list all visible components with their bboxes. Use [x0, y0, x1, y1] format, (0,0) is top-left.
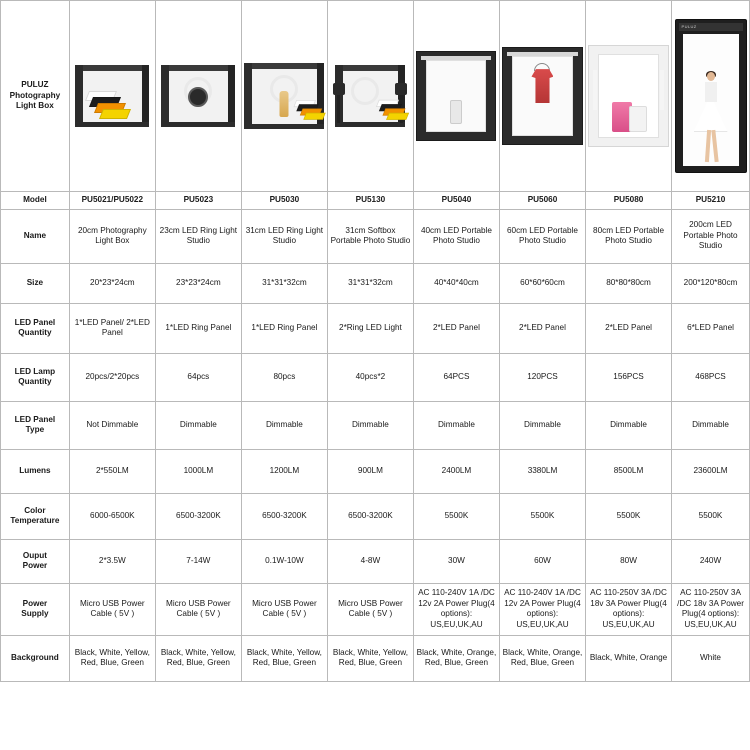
- cell-outputpower-0: 2*3.5W: [69, 539, 155, 583]
- row-label-led-panel-quantity-l1: LED Panel: [14, 317, 56, 327]
- cell-powersupply-7: AC 110-250V 3A /DC 18v 3A Power Plug(4 options): US,EU,UK,AU: [672, 583, 750, 635]
- cell-background-1: Black, White, Yellow, Red, Blue, Green: [155, 635, 241, 681]
- cell-background-0: Black, White, Yellow, Red, Blue, Green: [69, 635, 155, 681]
- product-image-pu5021: [69, 1, 155, 192]
- cell-ledpaneltype-7: Dimmable: [672, 401, 750, 449]
- cell-outputpower-6: 80W: [586, 539, 672, 583]
- cell-ledpanelqty-3: 2*Ring LED Light: [327, 303, 413, 353]
- row-label-power-supply-l1: Power: [22, 598, 48, 608]
- cell-powersupply-3: Micro USB Power Cable ( 5V ): [327, 583, 413, 635]
- cell-ledpaneltype-6: Dimmable: [586, 401, 672, 449]
- row-lumens: [1, 449, 750, 493]
- cell-outputpower-4: 30W: [413, 539, 499, 583]
- row-label-color-temperature-l1: Color: [24, 505, 46, 515]
- row-output-power: [1, 539, 750, 583]
- cell-size-1: 23*23*24cm: [155, 263, 241, 303]
- row-label-model: Model: [1, 192, 70, 210]
- cell-model-5: PU5060: [499, 192, 585, 210]
- cell-size-0: 20*23*24cm: [69, 263, 155, 303]
- cell-colortemp-4: 5500K: [413, 493, 499, 539]
- cell-ledpaneltype-2: Dimmable: [241, 401, 327, 449]
- cell-outputpower-5: 60W: [499, 539, 585, 583]
- cell-colortemp-2: 6500-3200K: [241, 493, 327, 539]
- portable-photo-studio-60-icon: [502, 47, 583, 145]
- cell-colortemp-1: 6500-3200K: [155, 493, 241, 539]
- cell-outputpower-1: 7-14W: [155, 539, 241, 583]
- cell-model-3: PU5130: [327, 192, 413, 210]
- cell-ledpanelqty-7: 6*LED Panel: [672, 303, 750, 353]
- cell-powersupply-5: AC 110-240V 1A /DC 12v 2A Power Plug(4 options): US,EU,UK,AU: [499, 583, 585, 635]
- cell-size-3: 31*31*32cm: [327, 263, 413, 303]
- row-label-size: Size: [1, 263, 70, 303]
- product-image-pu5130: [327, 1, 413, 192]
- cell-ledpanelqty-2: 1*LED Ring Panel: [241, 303, 327, 353]
- brand-line-2: Photography: [9, 90, 61, 100]
- cell-model-0: PU5021/PU5022: [69, 192, 155, 210]
- row-background: [1, 635, 750, 681]
- cell-ledlampqty-1: 64pcs: [155, 353, 241, 401]
- cell-name-2: 31cm LED Ring Light Studio: [241, 209, 327, 263]
- row-size: [1, 263, 750, 303]
- cell-name-3: 31cm Softbox Portable Photo Studio: [327, 209, 413, 263]
- cell-size-2: 31*31*32cm: [241, 263, 327, 303]
- cell-background-7: White: [672, 635, 750, 681]
- brand-line-1: PULUZ: [21, 80, 49, 90]
- row-label-led-panel-type-l2: Type: [25, 425, 45, 434]
- cell-name-0: 20cm Photography Light Box: [69, 209, 155, 263]
- ring-light-studio-icon: [161, 65, 235, 127]
- cell-name-5: 60cm LED Portable Photo Studio: [499, 209, 585, 263]
- cell-ledlampqty-5: 120PCS: [499, 353, 585, 401]
- row-label-output-power: [1, 539, 70, 583]
- product-image-pu5040: [413, 1, 499, 192]
- portable-photo-studio-200-icon: PULUZ: [675, 19, 747, 173]
- cell-model-1: PU5023: [155, 192, 241, 210]
- row-model: [1, 192, 750, 210]
- cell-ledlampqty-0: 20pcs/2*20pcs: [69, 353, 155, 401]
- cell-name-4: 40cm LED Portable Photo Studio: [413, 209, 499, 263]
- cell-name-1: 23cm LED Ring Light Studio: [155, 209, 241, 263]
- cell-lumens-3: 900LM: [327, 449, 413, 493]
- row-label-led-lamp-quantity-l2: Quantity: [18, 377, 52, 386]
- cell-colortemp-3: 6500-3200K: [327, 493, 413, 539]
- row-label-lumens: Lumens: [1, 449, 70, 493]
- cell-name-7: 200cm LED Portable Photo Studio: [672, 209, 750, 263]
- softbox-studio-icon: [335, 65, 405, 127]
- cell-lumens-7: 23600LM: [672, 449, 750, 493]
- product-image-pu5023: [155, 1, 241, 192]
- cell-ledlampqty-2: 80pcs: [241, 353, 327, 401]
- cell-powersupply-1: Micro USB Power Cable ( 5V ): [155, 583, 241, 635]
- row-label-led-panel-quantity-l2: Quantity: [18, 328, 52, 337]
- cell-size-7: 200*120*80cm: [672, 263, 750, 303]
- row-label-color-temperature: [1, 493, 70, 539]
- cell-outputpower-3: 4-8W: [327, 539, 413, 583]
- cell-ledpanelqty-1: 1*LED Ring Panel: [155, 303, 241, 353]
- cell-powersupply-0: Micro USB Power Cable ( 5V ): [69, 583, 155, 635]
- brand-line-3: Light Box: [16, 101, 54, 111]
- product-image-pu5030: [241, 1, 327, 192]
- cell-ledpaneltype-0: Not Dimmable: [69, 401, 155, 449]
- row-color-temperature: [1, 493, 750, 539]
- cell-ledpanelqty-6: 2*LED Panel: [586, 303, 672, 353]
- row-label-led-panel-type-l1: LED Panel: [14, 414, 56, 424]
- row-label-output-power-l2: Power: [22, 561, 48, 570]
- cell-lumens-5: 3380LM: [499, 449, 585, 493]
- cell-powersupply-2: Micro USB Power Cable ( 5V ): [241, 583, 327, 635]
- cell-outputpower-7: 240W: [672, 539, 750, 583]
- cell-model-2: PU5030: [241, 192, 327, 210]
- cell-ledpaneltype-5: Dimmable: [499, 401, 585, 449]
- cell-outputpower-2: 0.1W-10W: [241, 539, 327, 583]
- light-box-cube-icon: [75, 65, 149, 127]
- cell-colortemp-5: 5500K: [499, 493, 585, 539]
- portable-photo-studio-80-icon: [588, 45, 669, 147]
- row-label-name: Name: [1, 209, 70, 263]
- cell-lumens-4: 2400LM: [413, 449, 499, 493]
- product-image-pu5080: [586, 1, 672, 192]
- cell-ledlampqty-3: 40pcs*2: [327, 353, 413, 401]
- row-led-panel-type: [1, 401, 750, 449]
- cell-ledpanelqty-4: 2*LED Panel: [413, 303, 499, 353]
- cell-ledpanelqty-0: 1*LED Panel/ 2*LED Panel: [69, 303, 155, 353]
- cell-colortemp-0: 6000-6500K: [69, 493, 155, 539]
- cell-name-6: 80cm LED Portable Photo Studio: [586, 209, 672, 263]
- row-label-power-supply-l2: Supply: [21, 609, 49, 618]
- cell-ledpanelqty-5: 2*LED Panel: [499, 303, 585, 353]
- row-label-led-lamp-quantity: [1, 353, 70, 401]
- portable-photo-studio-40-icon: [416, 51, 496, 141]
- cell-ledlampqty-6: 156PCS: [586, 353, 672, 401]
- row-label-color-temperature-l2: Temperature: [10, 516, 60, 525]
- row-label-led-lamp-quantity-l1: LED Lamp: [14, 366, 56, 376]
- row-name: [1, 209, 750, 263]
- cell-lumens-0: 2*550LM: [69, 449, 155, 493]
- product-image-row: [1, 1, 750, 192]
- cell-model-4: PU5040: [413, 192, 499, 210]
- ring-light-bottle-icon: [244, 63, 324, 129]
- cell-background-3: Black, White, Yellow, Red, Blue, Green: [327, 635, 413, 681]
- cell-background-4: Black, White, Orange, Red, Blue, Green: [413, 635, 499, 681]
- cell-colortemp-7: 5500K: [672, 493, 750, 539]
- cell-lumens-2: 1200LM: [241, 449, 327, 493]
- cell-lumens-6: 8500LM: [586, 449, 672, 493]
- cell-background-2: Black, White, Yellow, Red, Blue, Green: [241, 635, 327, 681]
- brand-cell: [1, 1, 70, 192]
- product-image-pu5060: [499, 1, 585, 192]
- cell-ledlampqty-7: 468PCS: [672, 353, 750, 401]
- cell-ledpaneltype-1: Dimmable: [155, 401, 241, 449]
- row-label-output-power-l1: Ouput: [22, 550, 47, 560]
- cell-ledpaneltype-4: Dimmable: [413, 401, 499, 449]
- row-led-lamp-quantity: [1, 353, 750, 401]
- cell-ledpaneltype-3: Dimmable: [327, 401, 413, 449]
- cell-size-6: 80*80*80cm: [586, 263, 672, 303]
- cell-colortemp-6: 5500K: [586, 493, 672, 539]
- cell-background-6: Black, White, Orange: [586, 635, 672, 681]
- product-image-pu5210: [672, 1, 750, 192]
- row-label-power-supply: [1, 583, 70, 635]
- row-label-background: Background: [1, 635, 70, 681]
- cell-model-6: PU5080: [586, 192, 672, 210]
- row-label-led-panel-type: [1, 401, 70, 449]
- cell-ledlampqty-4: 64PCS: [413, 353, 499, 401]
- row-led-panel-quantity: [1, 303, 750, 353]
- row-power-supply: [1, 583, 750, 635]
- cell-lumens-1: 1000LM: [155, 449, 241, 493]
- row-label-led-panel-quantity: [1, 303, 70, 353]
- cell-powersupply-4: AC 110-240V 1A /DC 12v 2A Power Plug(4 options): US,EU,UK,AU: [413, 583, 499, 635]
- cell-size-4: 40*40*40cm: [413, 263, 499, 303]
- cell-size-5: 60*60*60cm: [499, 263, 585, 303]
- cell-model-7: PU5210: [672, 192, 750, 210]
- cell-powersupply-6: AC 110-250V 3A /DC 18v 3A Power Plug(4 options): US,EU,UK,AU: [586, 583, 672, 635]
- cell-background-5: Black, White, Orange, Red, Blue, Green: [499, 635, 585, 681]
